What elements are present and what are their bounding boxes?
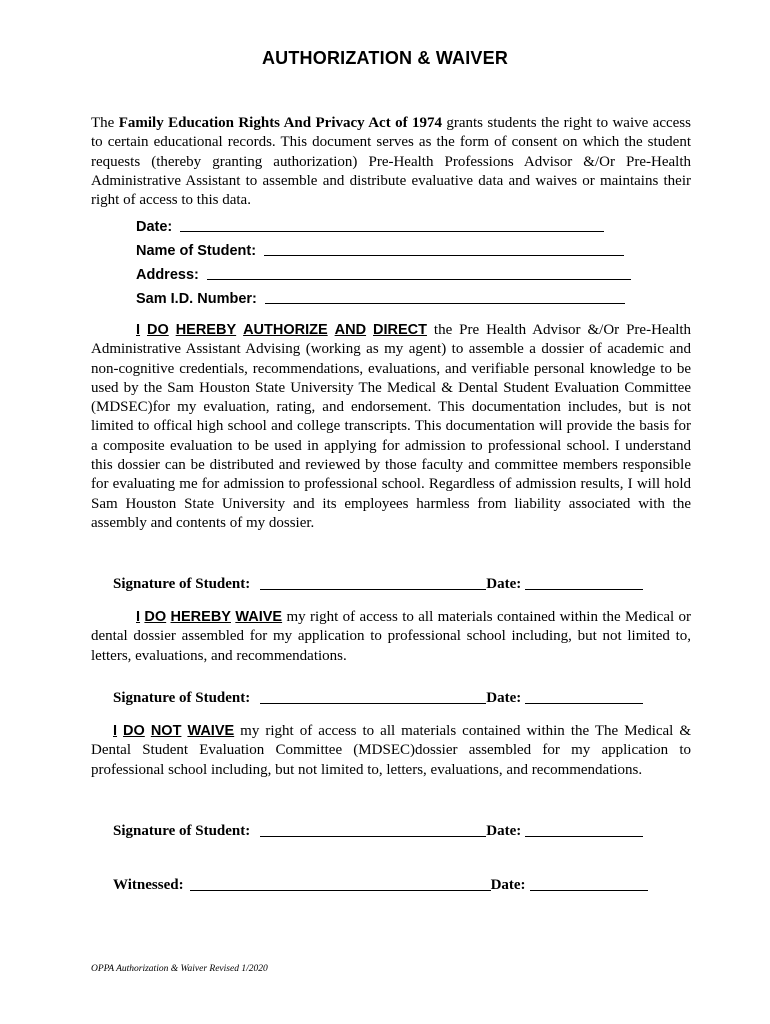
signature-date-line[interactable] [525,821,643,837]
date-line[interactable] [180,216,604,232]
student-name-label: Name of Student: [136,243,257,259]
authorize-word-hereby: HEREBY [175,322,237,338]
sam-id-field[interactable] [136,285,625,307]
date-label: Date: [136,219,173,235]
signature-label: Signature of Student: [113,690,251,706]
not-waive-paragraph [91,722,691,780]
signature-row-3[interactable] [113,818,643,840]
signature-date-line[interactable] [525,688,643,704]
page-title: AUTHORIZATION & WAIVER [261,48,509,68]
witness-date-line[interactable] [530,875,648,891]
sam-id-line[interactable] [265,288,625,304]
not-waive-word-do: DO [123,723,145,739]
authorize-word-i: I [136,322,141,338]
sam-id-label: Sam I.D. Number: [136,291,257,307]
waive-word-do: DO [144,609,167,625]
authorize-word-and: AND [334,322,367,338]
signature-line[interactable] [260,821,486,837]
not-waive-word-i: I [113,723,118,739]
address-field[interactable] [136,261,631,283]
waive-word-i: I [136,609,141,625]
not-waive-text: my right of access to all materials contained within the The Medical & Dental Student Evaluation Committee (MDSEC)dossier assembled for my application to professional school including, but not limited to, letters, evaluations, and recommendations. [91,723,692,778]
not-waive-word-waive: WAIVE [187,723,235,739]
waive-word-waive: WAIVE [235,609,283,625]
signature-label: Signature of Student: [113,576,251,592]
address-line[interactable] [207,264,631,280]
signature-date-line[interactable] [525,574,643,590]
authorize-paragraph [91,321,691,533]
signature-row-2[interactable] [113,685,643,707]
waive-paragraph [91,608,691,666]
signature-line[interactable] [260,688,486,704]
authorize-word-authorize: AUTHORIZE [243,322,328,338]
student-name-field[interactable] [136,237,624,259]
waive-word-hereby: HEREBY [170,609,231,625]
witness-label: Witnessed: [113,877,184,893]
witness-line[interactable] [190,875,491,891]
address-label: Address: [136,267,199,283]
intro-rest: grants students the right to waive access to certain educational records. This document serves as the form of consent on which the student requests (thereby granting authorization) Pre-Health Professions Advisor &/Or Pre-Health Administrative Assistant to assemble and distribute evaluative data and waives or maintains their right of access to this data. [91,115,691,209]
not-waive-word-not: NOT [150,723,182,739]
signature-label: Signature of Student: [113,823,251,839]
witness-date-label: Date: [490,877,526,893]
act-name: Family Education Rights And Privacy Act of 1974 [118,115,442,131]
intro-lead: The [91,115,119,131]
authorize-text: the Pre Health Advisor &/Or Pre-Health Administrative Assistant Advising (working as my agent) to assemble a dossier of academic and non-cognitive credentials, recommendations, evaluations, and verifiable personal knowledge to be used by the Sam Houston State University The Medical & Dental Student Evaluation Committee (MDSEC)for my evaluation, rating, and endorsement. This documentation includes, but is not limited to offical high school and college transcripts. This documentation will provide the basis for a composite evaluation to be used in applying for admission to professional school. I understand this dossier can be distributed and reviewed by those faculty and committee members responsible for evaluating me for admission to professional school. Regardless of admission results, I will hold Sam Houston State University and its employees harmless from liability associated with the assembly and contents of my dossier. [91,322,692,531]
signature-date-label: Date: [486,823,522,839]
signature-date-label: Date: [486,690,522,706]
authorize-word-direct: DIRECT [373,322,427,338]
intro-paragraph [91,114,691,210]
signature-row-1[interactable] [113,571,643,593]
authorize-word-do: DO [146,322,169,338]
waive-text: my right of access to all materials contained within the Medical or dental dossier assembled for my application to professional school including, but not limited to, letters, evaluations, and recommendations. [91,609,692,664]
signature-date-label: Date: [486,576,522,592]
date-field[interactable] [136,213,604,235]
signature-line[interactable] [260,574,486,590]
witness-row[interactable] [113,872,648,894]
footer-revision: OPPA Authorization & Waiver Revised 1/2020 [91,964,268,974]
student-name-line[interactable] [264,240,624,256]
